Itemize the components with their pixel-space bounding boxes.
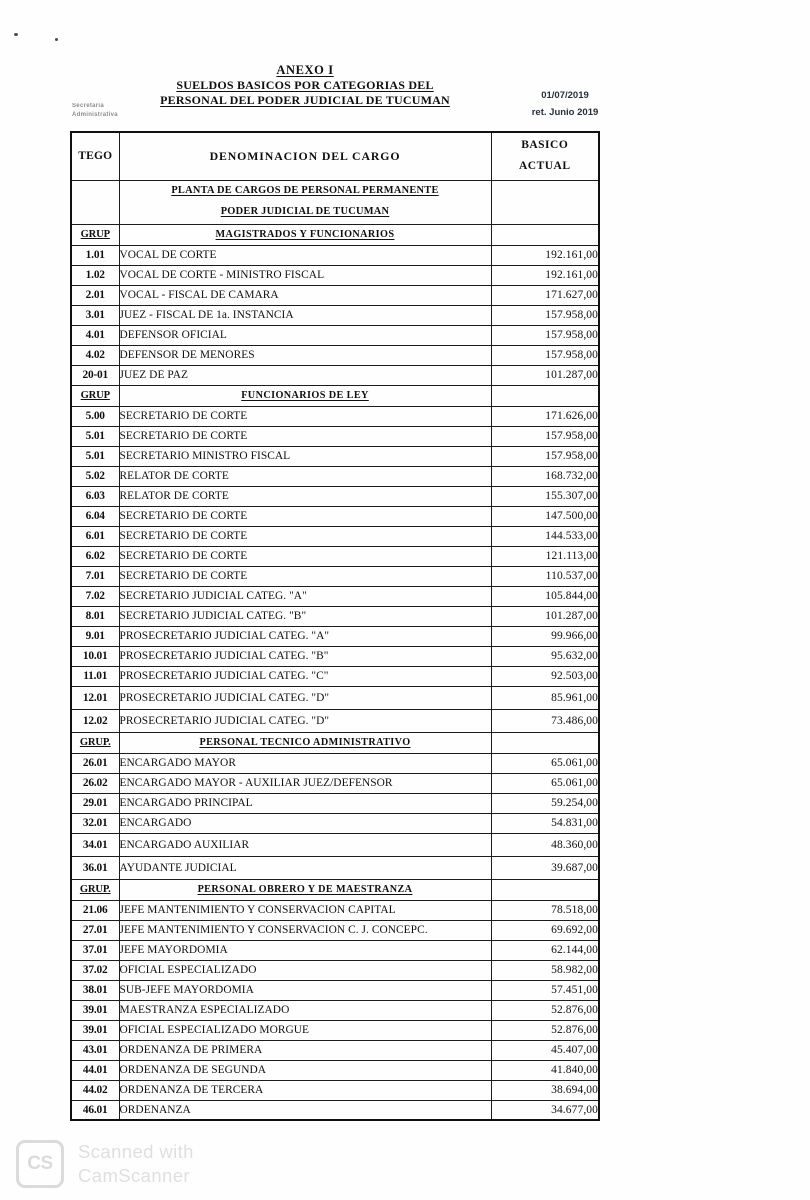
header-basic-line-2: ACTUAL bbox=[518, 160, 571, 173]
table-row bbox=[71, 1100, 599, 1120]
row-description: RELATOR DE CORTE bbox=[119, 466, 491, 486]
row-category: 32.01 bbox=[71, 813, 119, 833]
table-row bbox=[71, 1040, 599, 1060]
header-basic-line-1: BASICO bbox=[521, 138, 569, 151]
row-basic: 155.307,00 bbox=[491, 486, 599, 506]
table-row bbox=[71, 666, 599, 686]
camscanner-logo-icon: CS bbox=[16, 1140, 64, 1188]
row-category: 5.00 bbox=[71, 406, 119, 426]
table-row bbox=[71, 1080, 599, 1100]
row-description: JEFE MANTENIMIENTO Y CONSERVACION C. J. CONCEPC. bbox=[119, 920, 491, 940]
row-basic: 41.840,00 bbox=[491, 1060, 599, 1080]
row-category: 1.02 bbox=[71, 265, 119, 285]
group-label: GRUP. bbox=[71, 732, 119, 753]
row-description: VOCAL - FISCAL DE CAMARA bbox=[119, 285, 491, 305]
row-basic: 110.537,00 bbox=[491, 566, 599, 586]
row-category: 26.02 bbox=[71, 773, 119, 793]
row-basic: 65.061,00 bbox=[491, 753, 599, 773]
group-title: MAGISTRADOS Y FUNCIONARIOS bbox=[119, 224, 491, 245]
row-basic: 85.961,00 bbox=[491, 686, 599, 709]
row-category: 6.03 bbox=[71, 486, 119, 506]
table-row bbox=[71, 940, 599, 960]
row-description: PROSECRETARIO JUDICIAL CATEG. "C" bbox=[119, 666, 491, 686]
row-category: 3.01 bbox=[71, 305, 119, 325]
row-category: 2.01 bbox=[71, 285, 119, 305]
row-description: JUEZ - FISCAL DE 1a. INSTANCIA bbox=[119, 305, 491, 325]
group-header-row bbox=[71, 224, 599, 245]
table-row bbox=[71, 709, 599, 732]
row-description: VOCAL DE CORTE - MINISTRO FISCAL bbox=[119, 265, 491, 285]
table-row bbox=[71, 305, 599, 325]
stamp-line-2: Administrativa bbox=[72, 112, 118, 119]
date-block bbox=[500, 88, 630, 121]
row-basic: 69.692,00 bbox=[491, 920, 599, 940]
table-row bbox=[71, 646, 599, 666]
row-description: SECRETARIO DE CORTE bbox=[119, 506, 491, 526]
table-row bbox=[71, 586, 599, 606]
camscanner-text bbox=[78, 1140, 194, 1189]
row-description: MAESTRANZA ESPECIALIZADO bbox=[119, 1000, 491, 1020]
secretaria-stamp bbox=[72, 102, 118, 121]
row-description: PROSECRETARIO JUDICIAL CATEG. "A" bbox=[119, 626, 491, 646]
table-row bbox=[71, 486, 599, 506]
table-row bbox=[71, 920, 599, 940]
row-category: 5.01 bbox=[71, 426, 119, 446]
row-basic: 52.876,00 bbox=[491, 1020, 599, 1040]
table-row bbox=[71, 245, 599, 265]
row-basic: 121.113,00 bbox=[491, 546, 599, 566]
camscanner-watermark bbox=[16, 1140, 194, 1189]
row-category: 29.01 bbox=[71, 793, 119, 813]
table-row bbox=[71, 606, 599, 626]
table-row bbox=[71, 833, 599, 856]
table-row bbox=[71, 325, 599, 345]
row-description: DEFENSOR OFICIAL bbox=[119, 325, 491, 345]
row-description: SECRETARIO JUDICIAL CATEG. "B" bbox=[119, 606, 491, 626]
row-description: ENCARGADO MAYOR bbox=[119, 753, 491, 773]
table-row bbox=[71, 900, 599, 920]
annex-title: ANEXO I bbox=[276, 63, 334, 77]
row-description: AYUDANTE JUDICIAL bbox=[119, 856, 491, 879]
row-basic: 192.161,00 bbox=[491, 265, 599, 285]
row-basic: 38.694,00 bbox=[491, 1080, 599, 1100]
table-row bbox=[71, 773, 599, 793]
table-row bbox=[71, 980, 599, 1000]
group-title: PERSONAL OBRERO Y DE MAESTRANZA bbox=[119, 879, 491, 900]
table-row bbox=[71, 960, 599, 980]
row-description: JEFE MANTENIMIENTO Y CONSERVACION CAPITAL bbox=[119, 900, 491, 920]
row-basic: 48.360,00 bbox=[491, 833, 599, 856]
row-basic: 168.732,00 bbox=[491, 466, 599, 486]
row-basic: 157.958,00 bbox=[491, 325, 599, 345]
page-title bbox=[120, 62, 490, 109]
group-basic-cell bbox=[491, 385, 599, 406]
table-row bbox=[71, 345, 599, 365]
row-description: PROSECRETARIO JUDICIAL CATEG. "B" bbox=[119, 646, 491, 666]
row-description: SECRETARIO MINISTRO FISCAL bbox=[119, 446, 491, 466]
banner-line-1: PLANTA DE CARGOS DE PERSONAL PERMANENTE bbox=[171, 185, 439, 197]
row-basic: 92.503,00 bbox=[491, 666, 599, 686]
row-category: 11.01 bbox=[71, 666, 119, 686]
row-basic: 157.958,00 bbox=[491, 426, 599, 446]
banner-line-2: PODER JUDICIAL DE TUCUMAN bbox=[220, 206, 390, 217]
row-basic: 39.687,00 bbox=[491, 856, 599, 879]
row-description: JUEZ DE PAZ bbox=[119, 365, 491, 385]
table-row bbox=[71, 753, 599, 773]
table-row bbox=[71, 446, 599, 466]
group-basic-cell bbox=[491, 879, 599, 900]
row-basic: 144.533,00 bbox=[491, 526, 599, 546]
watermark-line-2: CamScanner bbox=[78, 1165, 190, 1187]
row-description: SECRETARIO DE CORTE bbox=[119, 426, 491, 446]
group-header-row bbox=[71, 385, 599, 406]
salary-table bbox=[70, 131, 600, 1121]
row-basic: 34.677,00 bbox=[491, 1100, 599, 1120]
row-basic: 157.958,00 bbox=[491, 446, 599, 466]
row-description: ORDENANZA DE TERCERA bbox=[119, 1080, 491, 1100]
row-basic: 101.287,00 bbox=[491, 365, 599, 385]
scan-speck bbox=[14, 33, 18, 36]
row-description: RELATOR DE CORTE bbox=[119, 486, 491, 506]
row-basic: 62.144,00 bbox=[491, 940, 599, 960]
header-description: DENOMINACION DEL CARGO bbox=[119, 132, 491, 180]
row-description: PROSECRETARIO JUDICIAL CATEG. "D" bbox=[119, 709, 491, 732]
row-basic: 192.161,00 bbox=[491, 245, 599, 265]
row-category: 4.01 bbox=[71, 325, 119, 345]
group-title: PERSONAL TECNICO ADMINISTRATIVO bbox=[119, 732, 491, 753]
table-row bbox=[71, 265, 599, 285]
retroactive-note: ret. Junio 2019 bbox=[531, 106, 599, 118]
row-category: 12.02 bbox=[71, 709, 119, 732]
header-basic bbox=[491, 132, 599, 180]
row-description: SUB-JEFE MAYORDOMIA bbox=[119, 980, 491, 1000]
row-basic: 65.061,00 bbox=[491, 773, 599, 793]
row-description: SECRETARIO DE CORTE bbox=[119, 526, 491, 546]
table-banner-row bbox=[71, 180, 599, 224]
table-row bbox=[71, 813, 599, 833]
group-basic-cell bbox=[491, 732, 599, 753]
table-header-row bbox=[71, 132, 599, 180]
row-basic: 54.831,00 bbox=[491, 813, 599, 833]
table-row bbox=[71, 365, 599, 385]
row-description: SECRETARIO DE CORTE bbox=[119, 566, 491, 586]
table-row bbox=[71, 856, 599, 879]
banner-description bbox=[119, 180, 491, 224]
row-category: 34.01 bbox=[71, 833, 119, 856]
row-category: 27.01 bbox=[71, 920, 119, 940]
row-category: 44.02 bbox=[71, 1080, 119, 1100]
row-description: ENCARGADO PRINCIPAL bbox=[119, 793, 491, 813]
row-category: 39.01 bbox=[71, 1020, 119, 1040]
watermark-line-1: Scanned with bbox=[78, 1141, 194, 1162]
table-row bbox=[71, 406, 599, 426]
row-basic: 45.407,00 bbox=[491, 1040, 599, 1060]
row-category: 37.02 bbox=[71, 960, 119, 980]
title-line-2: PERSONAL DEL PODER JUDICIAL DE TUCUMAN bbox=[160, 93, 450, 108]
header-category: TEGO bbox=[71, 132, 119, 180]
table-row bbox=[71, 285, 599, 305]
row-basic: 52.876,00 bbox=[491, 1000, 599, 1020]
document-header bbox=[0, 62, 810, 132]
row-basic: 58.982,00 bbox=[491, 960, 599, 980]
scan-speck bbox=[55, 38, 58, 41]
row-category: 6.01 bbox=[71, 526, 119, 546]
row-category: 7.02 bbox=[71, 586, 119, 606]
row-category: 9.01 bbox=[71, 626, 119, 646]
banner-category-cell bbox=[71, 180, 119, 224]
row-description: OFICIAL ESPECIALIZADO bbox=[119, 960, 491, 980]
row-basic: 95.632,00 bbox=[491, 646, 599, 666]
row-basic: 171.626,00 bbox=[491, 406, 599, 426]
row-basic: 101.287,00 bbox=[491, 606, 599, 626]
row-basic: 59.254,00 bbox=[491, 793, 599, 813]
row-basic: 78.518,00 bbox=[491, 900, 599, 920]
row-basic: 57.451,00 bbox=[491, 980, 599, 1000]
row-description: ENCARGADO MAYOR - AUXILIAR JUEZ/DEFENSOR bbox=[119, 773, 491, 793]
group-label: GRUP bbox=[71, 224, 119, 245]
row-basic: 157.958,00 bbox=[491, 345, 599, 365]
table-row bbox=[71, 506, 599, 526]
row-category: 4.02 bbox=[71, 345, 119, 365]
row-description: ORDENANZA DE SEGUNDA bbox=[119, 1060, 491, 1080]
row-description: ENCARGADO AUXILIAR bbox=[119, 833, 491, 856]
row-description: SECRETARIO DE CORTE bbox=[119, 546, 491, 566]
row-basic: 105.844,00 bbox=[491, 586, 599, 606]
row-description: ORDENANZA DE PRIMERA bbox=[119, 1040, 491, 1060]
group-title: FUNCIONARIOS DE LEY bbox=[119, 385, 491, 406]
row-category: 38.01 bbox=[71, 980, 119, 1000]
row-description: VOCAL DE CORTE bbox=[119, 245, 491, 265]
row-category: 10.01 bbox=[71, 646, 119, 666]
row-category: 6.02 bbox=[71, 546, 119, 566]
group-header-row bbox=[71, 732, 599, 753]
row-category: 7.01 bbox=[71, 566, 119, 586]
title-line-1: SUELDOS BASICOS POR CATEGORIAS DEL bbox=[176, 78, 434, 92]
row-category: 5.01 bbox=[71, 446, 119, 466]
row-basic: 147.500,00 bbox=[491, 506, 599, 526]
row-category: 26.01 bbox=[71, 753, 119, 773]
group-basic-cell bbox=[491, 224, 599, 245]
row-category: 5.02 bbox=[71, 466, 119, 486]
row-description: ENCARGADO bbox=[119, 813, 491, 833]
table-row bbox=[71, 546, 599, 566]
row-description: DEFENSOR DE MENORES bbox=[119, 345, 491, 365]
effective-date: 01/07/2019 bbox=[541, 90, 589, 101]
row-category: 46.01 bbox=[71, 1100, 119, 1120]
stamp-line-1: Secretaria bbox=[72, 103, 105, 109]
row-description: PROSECRETARIO JUDICIAL CATEG. "D" bbox=[119, 686, 491, 709]
table-row bbox=[71, 566, 599, 586]
row-category: 37.01 bbox=[71, 940, 119, 960]
row-category: 1.01 bbox=[71, 245, 119, 265]
group-label: GRUP bbox=[71, 385, 119, 406]
row-description: SECRETARIO JUDICIAL CATEG. "A" bbox=[119, 586, 491, 606]
table-row bbox=[71, 1020, 599, 1040]
row-description: OFICIAL ESPECIALIZADO MORGUE bbox=[119, 1020, 491, 1040]
row-basic: 157.958,00 bbox=[491, 305, 599, 325]
row-basic: 171.627,00 bbox=[491, 285, 599, 305]
row-category: 21.06 bbox=[71, 900, 119, 920]
row-category: 6.04 bbox=[71, 506, 119, 526]
group-header-row bbox=[71, 879, 599, 900]
row-basic: 99.966,00 bbox=[491, 626, 599, 646]
table-row bbox=[71, 466, 599, 486]
table-row bbox=[71, 686, 599, 709]
row-category: 36.01 bbox=[71, 856, 119, 879]
row-category: 43.01 bbox=[71, 1040, 119, 1060]
row-description: JEFE MAYORDOMIA bbox=[119, 940, 491, 960]
row-description: SECRETARIO DE CORTE bbox=[119, 406, 491, 426]
row-category: 44.01 bbox=[71, 1060, 119, 1080]
table-row bbox=[71, 1000, 599, 1020]
row-category: 39.01 bbox=[71, 1000, 119, 1020]
table-row bbox=[71, 793, 599, 813]
row-category: 20-01 bbox=[71, 365, 119, 385]
row-category: 12.01 bbox=[71, 686, 119, 709]
banner-basic-cell bbox=[491, 180, 599, 224]
row-category: 8.01 bbox=[71, 606, 119, 626]
row-description: ORDENANZA bbox=[119, 1100, 491, 1120]
table-row bbox=[71, 426, 599, 446]
table-row bbox=[71, 1060, 599, 1080]
table-row bbox=[71, 526, 599, 546]
group-label: GRUP. bbox=[71, 879, 119, 900]
table-row bbox=[71, 626, 599, 646]
row-basic: 73.486,00 bbox=[491, 709, 599, 732]
